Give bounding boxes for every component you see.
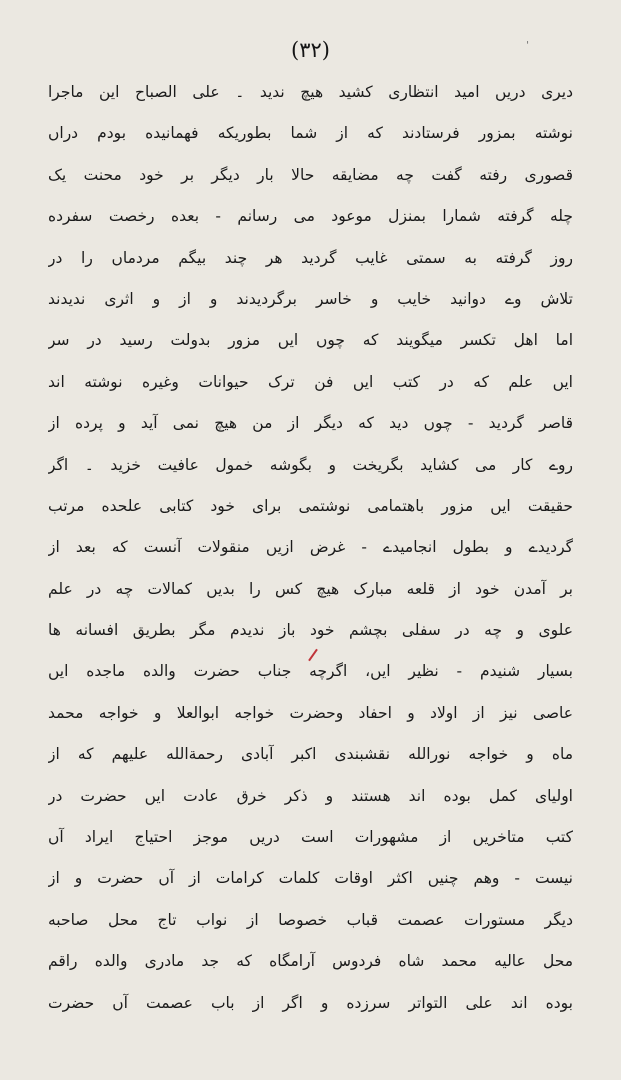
text-line: قصوری رفته گفت چه مضایقه حالا بار دیگر بر خود محنت یک — [48, 165, 573, 184]
text-line: محل عالیه محمد شاه فردوس آرامگاه که جد مادری والده راقم — [48, 952, 573, 971]
text-line: بر آمدن خود از قلعه مبارک هیچ کس را بدیں کمالات چه در علم — [48, 579, 573, 598]
text-line: گردیدے و بطول انجامیدے - غرض ازیں منقولات آنست که بعد از — [48, 538, 573, 557]
corner-mark: ' — [526, 40, 529, 51]
text-line: دیگر مستورات عصمت قباب خصوصا از نواب تاج محل صاحبه — [48, 910, 573, 929]
text-line: تلاش وے دوانید خایب و خاسر برگردیدند و از و اثری ندیدند — [48, 289, 573, 308]
text-line: قاصر گردید - چوں دید که دیگر از من هیچ نمی آید و پرده از — [48, 414, 573, 433]
text-line: بسیار شنیدم - نظیر ایں، اگرچه جناب حضرت والده ماجده ایں — [48, 662, 573, 681]
page-number: (۳۲) — [291, 38, 330, 62]
text-line: نوشته بمزور فرستادند که از شما بطوریکه فهمانیده بودم دراں — [48, 124, 573, 143]
text-line: اولیای کمل بوده اند هستند و ذکر خرق عادت ایں حضرت در — [48, 786, 573, 805]
text-line: حقیقت ایں مزور باهتمامی نوشتمی برای خود کتابی علحده مرتب — [48, 496, 573, 515]
text-line: عاصی نیز از اولاد و احفاد وحضرت خواجه ابوالعلا و خواجه محمد — [48, 703, 573, 722]
text-line: روے کار می کشاید بگریخت و بگوشه خمول عافیت خزید ۔ اگر — [48, 455, 573, 474]
text-line: دیری دریں امید انتظاری کشید هیچ ندید ۔ علی الصباح این ماجرا — [48, 83, 573, 101]
body-text — [48, 72, 573, 1024]
text-line: نیست - وهم چنیں اکثر اوقات کلمات کرامات از آں حضرت و از — [48, 869, 573, 888]
text-line: کتب متاخریں از مشهورات است دریں موجز احتیاج ایراد آں — [48, 828, 573, 847]
text-line: اما اهل تکسر میگویند که چوں ایں مزور بدولت رسید در سر — [48, 331, 573, 350]
text-line: علوی و چه در سفلی بچشم خود باز ندیدم مگر بطریق افسانه ها — [48, 621, 573, 640]
text-line: روز گرفته به سمتی غایب گردید هر چند بیگم مردماں را در — [48, 248, 573, 267]
text-line: ماه و خواجه نورالله نقشبندی اکبر آبادی رحمةالله علیهم که از — [48, 745, 573, 764]
text-line: بوده اند علی التواتر سرزده و اگر از باب عصمت آں حضرت — [48, 993, 573, 1012]
text-line: ایں علم که در کتب ایں فن ترک حیوانات وغیره نوشته اند — [48, 372, 573, 391]
text-line: چله گرفته شمارا بمنزل موعود می رسانم - بعده رخصت سفرده — [48, 207, 573, 226]
